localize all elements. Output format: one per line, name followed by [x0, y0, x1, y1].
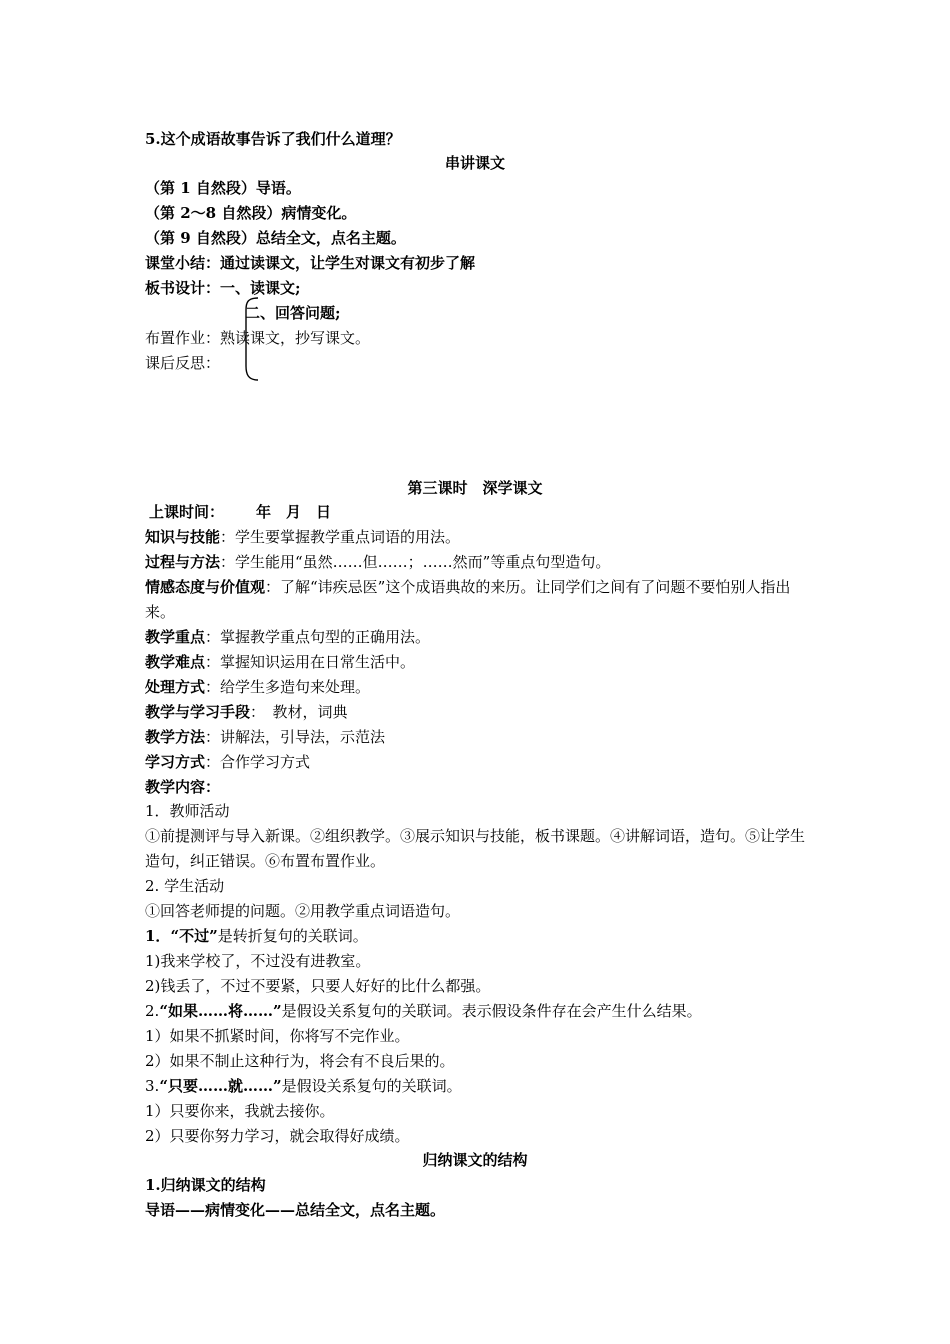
key-point-row: [145, 625, 825, 650]
grammar-2: [145, 999, 825, 1024]
handling-row: [145, 675, 825, 700]
grammar-3-example-2: 2）只要你努力学习，就会取得好成绩。: [145, 1127, 410, 1145]
grammar-2-example-1: 1）如果不抓紧时间，你将写不完作业。: [145, 1027, 410, 1045]
study-row: [145, 750, 825, 775]
means-text: ： 教材，词典: [250, 703, 348, 721]
process-label: 过程与方法: [145, 553, 221, 571]
key-point-label: 教学重点: [145, 628, 206, 646]
lesson-three-title: 第三课时 深学课文: [407, 479, 543, 497]
method-label: 教学方法: [145, 728, 206, 746]
curly-brace-icon: [240, 296, 260, 382]
structure-item-1-text: 导语——病情变化——总结全文，点名主题。: [145, 1201, 446, 1219]
knowledge-row: [145, 525, 825, 550]
difficulty-label: 教学难点: [145, 653, 206, 671]
means-row: [145, 700, 825, 725]
homework-label: 布置作业：: [145, 329, 221, 347]
class-time-row: [149, 500, 829, 525]
paragraph-note-1: （第 1 自然段）导语。: [145, 179, 301, 197]
class-time-label: 上课时间：: [149, 503, 225, 521]
paragraph-note-3: （第 9 自然段）总结全文，点名主题。: [145, 229, 406, 247]
grammar-1: [145, 924, 825, 949]
grammar-3-word: “只要……就……”: [159, 1077, 282, 1095]
grammar-1-example-1: 1)我来学校了，不过没有进教室。: [145, 952, 371, 970]
reflection-label: 课后反思：: [145, 354, 221, 372]
means-label: 教学与学习手段: [145, 703, 251, 721]
knowledge-label: 知识与技能: [145, 528, 221, 546]
content-label: 教学内容：: [145, 778, 221, 796]
teacher-activity-title: 1．教师活动: [145, 802, 230, 820]
grammar-2-word: “如果……将……”: [159, 1002, 282, 1020]
heading-explain-text: 串讲课文: [444, 154, 505, 172]
student-activity-title: 2. 学生活动: [145, 877, 225, 895]
paragraph-note-2: （第 2～8 自然段）病情变化。: [145, 204, 357, 222]
board-item-1: 一、读课文;: [220, 279, 301, 297]
structure-heading: 归纳课文的结构: [422, 1151, 528, 1169]
knowledge-text: ：学生要掌握教学重点词语的用法。: [220, 528, 461, 546]
difficulty-text: ：掌握知识运用在日常生活中。: [205, 653, 416, 671]
grammar-2-number: 2.: [145, 1002, 160, 1020]
handling-label: 处理方式: [145, 678, 206, 696]
study-text: ：合作学习方式: [205, 753, 311, 771]
class-time-fields: 年 月 日: [256, 503, 332, 521]
grammar-3-desc: 是假设关系复句的关联词。: [281, 1077, 462, 1095]
grammar-2-example-2: 2）如果不制止这种行为，将会有不良后果的。: [145, 1052, 455, 1070]
grammar-3-example-1: 1）只要你来，我就去接你。: [145, 1102, 335, 1120]
grammar-3-number: 3.: [145, 1077, 160, 1095]
board-item-2: 二、回答问题;: [245, 304, 341, 322]
board-design-label: 板书设计：: [145, 279, 221, 297]
grammar-1-word: “不过”: [170, 927, 218, 945]
grammar-1-number: 1．: [145, 927, 171, 945]
grammar-2-desc: 是假设关系复句的关联词。表示假设条件存在会产生什么结果。: [281, 1002, 702, 1020]
student-activity-text: ①回答老师提的问题。②用教学重点词语造句。: [145, 902, 461, 920]
process-row: [145, 550, 825, 575]
homework-text: 熟读课文，抄写课文。: [220, 329, 371, 347]
study-label: 学习方式: [145, 753, 206, 771]
method-row: [145, 725, 825, 750]
process-text: ：学生能用“虽然……但……；……然而”等重点句型造句。: [220, 553, 611, 571]
key-point-text: ：掌握教学重点句型的正确用法。: [205, 628, 431, 646]
emotion-label: 情感态度与价值观: [145, 578, 266, 596]
grammar-1-desc: 是转折复句的关联词。: [217, 927, 368, 945]
emotion-text: ：了解“讳疾忌医”这个成语典故的来历。让同学们之间有了问题不要怕别人指出来。: [145, 578, 791, 621]
grammar-3: [145, 1074, 825, 1099]
class-summary: 课堂小结：通过读课文，让学生对课文有初步了解: [145, 254, 476, 272]
emotion-row: [145, 575, 810, 625]
method-text: ：讲解法，引导法，示范法: [205, 728, 386, 746]
structure-item-1: 1.归纳课文的结构: [145, 1176, 266, 1194]
teacher-activity-text: ①前提测评与导入新课。②组织教学。③展示知识与技能，板书课题。④讲解词语，造句。⑤让学生造句，纠正错误。⑥布置布置作业。: [145, 827, 806, 870]
question-5: 5.这个成语故事告诉了我们什么道理？: [145, 130, 401, 148]
handling-text: ：给学生多造句来处理。: [205, 678, 371, 696]
difficulty-row: [145, 650, 825, 675]
grammar-1-example-2: 2)钱丢了，不过不要紧，只要人好好的比什么都强。: [145, 977, 491, 995]
